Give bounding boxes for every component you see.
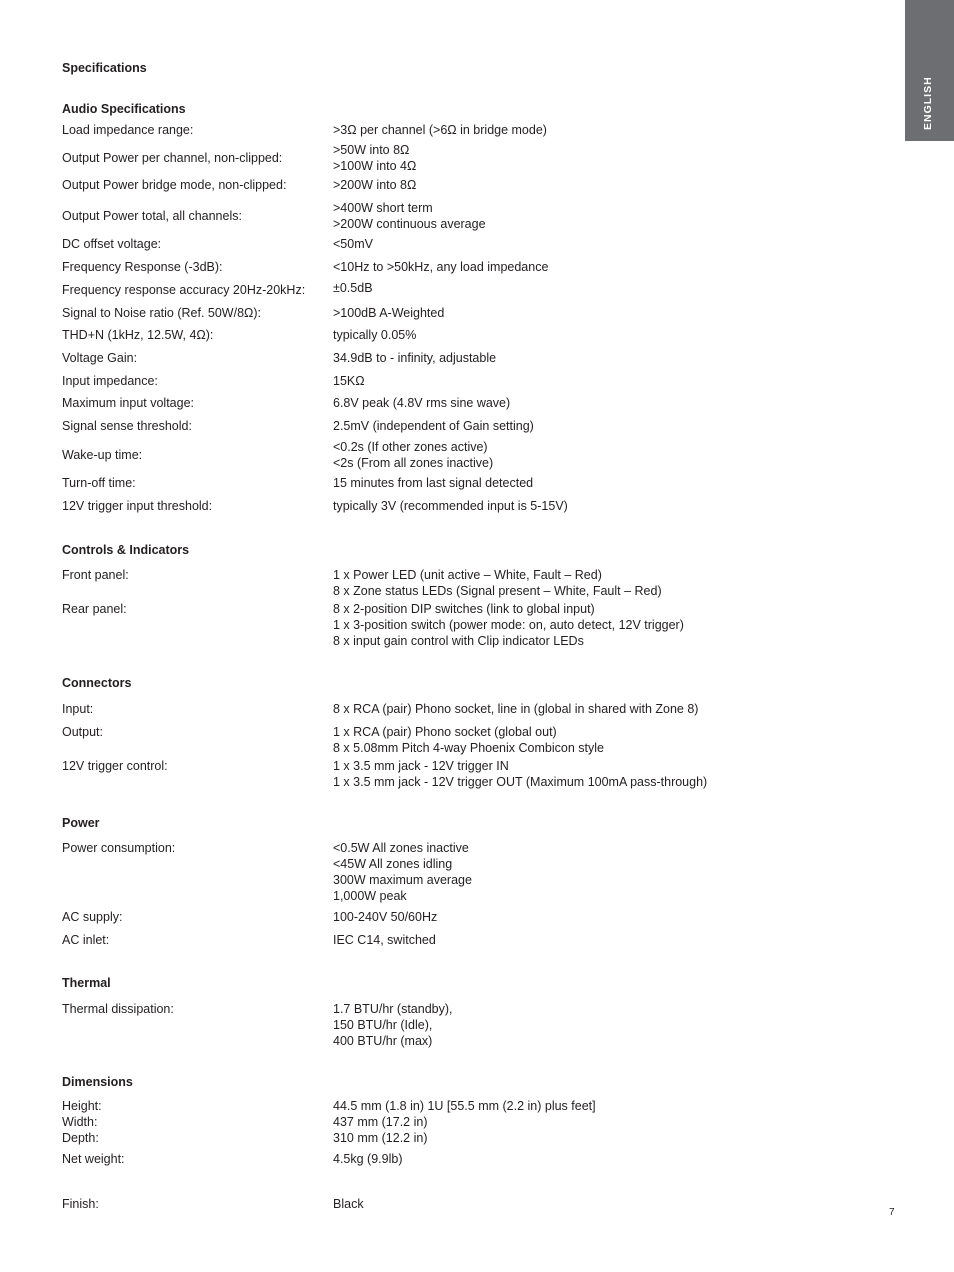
spec-value: 8 x RCA (pair) Phono socket, line in (global in shared with Zone 8): [333, 702, 699, 716]
spec-value: 2.5mV (independent of Gain setting): [333, 419, 534, 433]
spec-value: 1 x Power LED (unit active – White, Fault – Red) 8 x Zone status LEDs (Signal present – White, Fault – Red): [333, 568, 662, 598]
spec-value: 1 x 3.5 mm jack - 12V trigger IN 1 x 3.5 mm jack - 12V trigger OUT (Maximum 100mA pass-through): [333, 759, 708, 789]
spec-label: Input:: [62, 702, 94, 716]
spec-value: <0.5W All zones inactive <45W All zones idling 300W maximum average 1,000W peak: [333, 841, 472, 903]
spec-label: AC inlet:: [62, 933, 110, 947]
spec-label: Signal sense threshold:: [62, 419, 192, 433]
spec-value: 6.8V peak (4.8V rms sine wave): [333, 396, 511, 410]
spec-label: Input impedance:: [62, 374, 158, 388]
spec-value: 8 x 2-position DIP switches (link to global input) 1 x 3-position switch (power mode: on, auto detect, 12V trigger) 8 x input gain control with Clip indicator LEDs: [333, 602, 684, 648]
spec-value: 4.5kg (9.9lb): [333, 1152, 403, 1166]
spec-label: Signal to Noise ratio (Ref. 50W/8Ω):: [62, 306, 262, 320]
spec-value: >3Ω per channel (>6Ω in bridge mode): [333, 123, 547, 137]
spec-value: >100dB A-Weighted: [333, 306, 445, 320]
spec-label: Output Power per channel, non-clipped:: [62, 151, 283, 165]
section-heading: Thermal: [62, 976, 111, 990]
spec-value: <50mV: [333, 237, 373, 251]
page-title: Specifications: [62, 61, 147, 75]
spec-label: 12V trigger input threshold:: [62, 499, 213, 513]
spec-label: DC offset voltage:: [62, 237, 162, 251]
spec-value: >50W into 8Ω >100W into 4Ω: [333, 143, 417, 173]
spec-label: Turn-off time:: [62, 476, 136, 490]
spec-value: typically 3V (recommended input is 5-15V): [333, 499, 568, 513]
spec-label: Load impedance range:: [62, 123, 194, 137]
spec-label: Output:: [62, 725, 103, 739]
language-tab-label: ENGLISH: [922, 76, 934, 130]
section-heading: Dimensions: [62, 1075, 133, 1089]
spec-label: Wake-up time:: [62, 448, 143, 462]
spec-label: Height: Width: Depth:: [62, 1099, 102, 1145]
spec-label: Front panel:: [62, 568, 129, 582]
spec-value: 15 minutes from last signal detected: [333, 476, 534, 490]
spec-label: Frequency response accuracy 20Hz-20kHz:: [62, 283, 306, 297]
spec-label: Rear panel:: [62, 602, 127, 616]
spec-label: Thermal dissipation:: [62, 1002, 174, 1016]
spec-value: 44.5 mm (1.8 in) 1U [55.5 mm (2.2 in) plus feet] 437 mm (17.2 in) 310 mm (12.2 in): [333, 1099, 596, 1145]
spec-label: Net weight:: [62, 1152, 125, 1166]
spec-label: AC supply:: [62, 910, 123, 924]
spec-value: Black: [333, 1197, 364, 1211]
spec-value: ±0.5dB: [333, 281, 373, 295]
spec-value: 100-240V 50/60Hz: [333, 910, 438, 924]
section-heading: Power: [62, 816, 100, 830]
spec-label: Voltage Gain:: [62, 351, 138, 365]
page-number: 7: [889, 1207, 895, 1218]
spec-label: Maximum input voltage:: [62, 396, 195, 410]
section-heading: Connectors: [62, 676, 132, 690]
spec-value: 1.7 BTU/hr (standby), 150 BTU/hr (Idle), 400 BTU/hr (max): [333, 1002, 453, 1048]
spec-label: Frequency Response (-3dB):: [62, 260, 223, 274]
spec-label: Output Power bridge mode, non-clipped:: [62, 178, 287, 192]
section-heading: Audio Specifications: [62, 102, 186, 116]
spec-value: <10Hz to >50kHz, any load impedance: [333, 260, 549, 274]
spec-value: typically 0.05%: [333, 328, 417, 342]
section-heading: Controls & Indicators: [62, 543, 190, 557]
spec-value: >200W into 8Ω: [333, 178, 417, 192]
spec-value: 15KΩ: [333, 374, 365, 388]
spec-value: <0.2s (If other zones active) <2s (From all zones inactive): [333, 440, 494, 470]
spec-value: 1 x RCA (pair) Phono socket (global out) 8 x 5.08mm Pitch 4-way Phoenix Combicon style: [333, 725, 604, 755]
spec-label: THD+N (1kHz, 12.5W, 4Ω):: [62, 328, 214, 342]
spec-label: Finish:: [62, 1197, 99, 1211]
spec-value: IEC C14, switched: [333, 933, 436, 947]
spec-value: >400W short term >200W continuous average: [333, 201, 486, 231]
spec-label: Power consumption:: [62, 841, 176, 855]
spec-value: 34.9dB to - infinity, adjustable: [333, 351, 497, 365]
spec-label: Output Power total, all channels:: [62, 209, 242, 223]
spec-label: 12V trigger control:: [62, 759, 168, 773]
